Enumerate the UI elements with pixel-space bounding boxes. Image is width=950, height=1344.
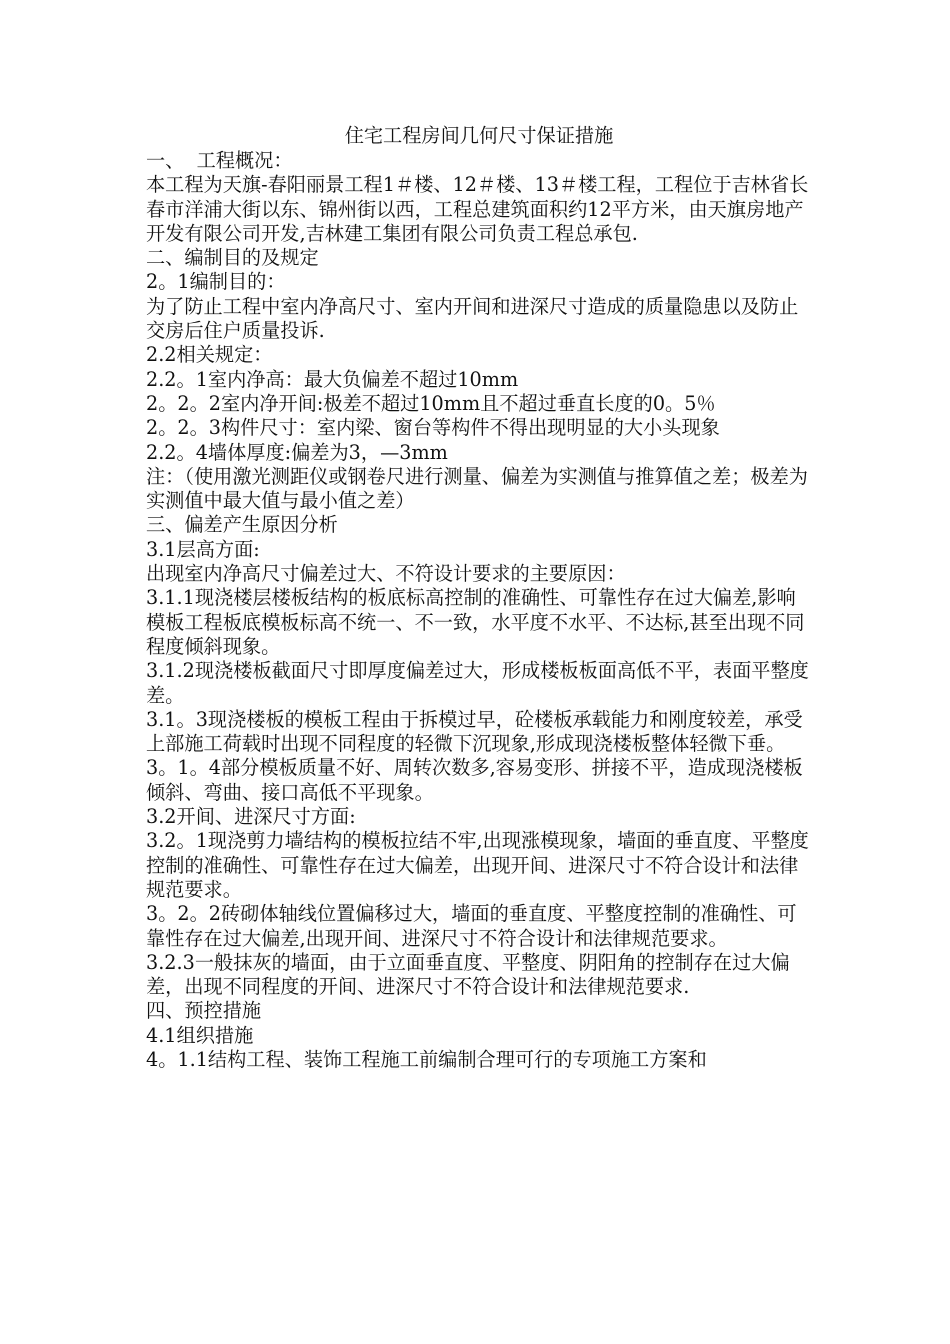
- note-paragraph: 注：（使用激光测距仪或钢卷尺进行测量、偏差为实测值与推算值之差；极差为实测值中最大值与最小值之差）: [146, 464, 808, 513]
- paragraph: 3.2.3一般抹灰的墙面，由于立面垂直度、平整度、阴阳角的控制存在过大偏差，出现不同程度的开间、进深尺寸不符合设计和法律规范要求.: [146, 950, 790, 999]
- paragraph: 3.1.1现浇楼层楼板结构的板底标高控制的准确性、可靠性存在过大偏差,影响模板工程板底模板标高不统一、不一致，水平度不水平、不达标,甚至出现不同程度倾斜现象。: [146, 586, 805, 658]
- subheading: 3.2开间、进深尺寸方面:: [146, 805, 356, 829]
- paragraph: 2。2。3构件尺寸：室内梁、窗台等构件不得出现明显的大小头现象: [146, 416, 720, 440]
- paragraph: 3。2。2砖砌体轴线位置偏移过大，墙面的垂直度、平整度控制的准确性、可靠性存在过大偏差,出现开间、进深尺寸不符合设计和法律规范要求。: [146, 902, 797, 950]
- paragraph: 3。1。4部分模板质量不好、周转次数多,容易变形、拼接不平，造成现浇楼板倾斜、弯曲、接口高低不平现象。: [146, 756, 803, 804]
- document-body: [146, 123, 812, 1072]
- subheading: 4.1组织措施: [146, 1023, 254, 1047]
- paragraph: 本工程为天旗-春阳丽景工程1＃楼、12＃楼、13＃楼工程，工程位于吉林省长春市洋浦大街以东、锦州街以西，工程总建筑面积约12平方米，由天旗房地产开发有限公司开发,吉林建工集团有限公司负责工程总承包.: [146, 173, 809, 245]
- paragraph: 2.2。1室内净高：最大负偏差不超过10mm: [146, 367, 519, 391]
- section-heading-cause-analysis: 三、偏差产生原因分析: [146, 513, 338, 537]
- paragraph: 2.2。4墙体厚度:偏差为3，—3mm: [146, 440, 448, 464]
- paragraph: 出现室内净高尺寸偏差过大、不符设计要求的主要原因：: [146, 562, 626, 586]
- document-title: 住宅工程房间几何尺寸保证措施: [344, 124, 614, 147]
- section-heading-purpose: 二、编制目的及规定: [146, 246, 319, 270]
- paragraph: 3.2。1现浇剪力墙结构的模板拉结不牢,出现涨模现象，墙面的垂直度、平整度控制的准确性、可靠性存在过大偏差，出现开间、进深尺寸不符合设计和法律规范要求。: [146, 829, 809, 901]
- paragraph: 4。1.1结构工程、装饰工程施工前编制合理可行的专项施工方案和: [146, 1047, 707, 1071]
- paragraph: 2。2。2室内净开间:极差不超过10mm且不超过垂直长度的0。5％: [146, 391, 716, 415]
- paragraph: 为了防止工程中室内净高尺寸、室内开间和进深尺寸造成的质量隐患以及防止交房后住户质量投诉.: [146, 294, 799, 343]
- subheading: 2.2相关规定：: [146, 343, 273, 367]
- section-heading-overview: 一、 工程概况：: [146, 149, 293, 172]
- section-heading-prevention: 四、预控措施: [146, 999, 262, 1023]
- subheading: 2。1编制目的：: [146, 270, 286, 294]
- paragraph: 3.1。3现浇楼板的模板工程由于拆模过早，砼楼板承载能力和刚度较差，承受上部施工荷载时出现不同程度的轻微下沉现象,形成现浇楼板整体轻微下垂。: [146, 707, 803, 756]
- subheading: 3.1层高方面:: [146, 537, 260, 561]
- paragraph: 3.1.2现浇楼板截面尺寸即厚度偏差过大，形成楼板板面高低不平，表面平整度差。: [146, 659, 809, 707]
